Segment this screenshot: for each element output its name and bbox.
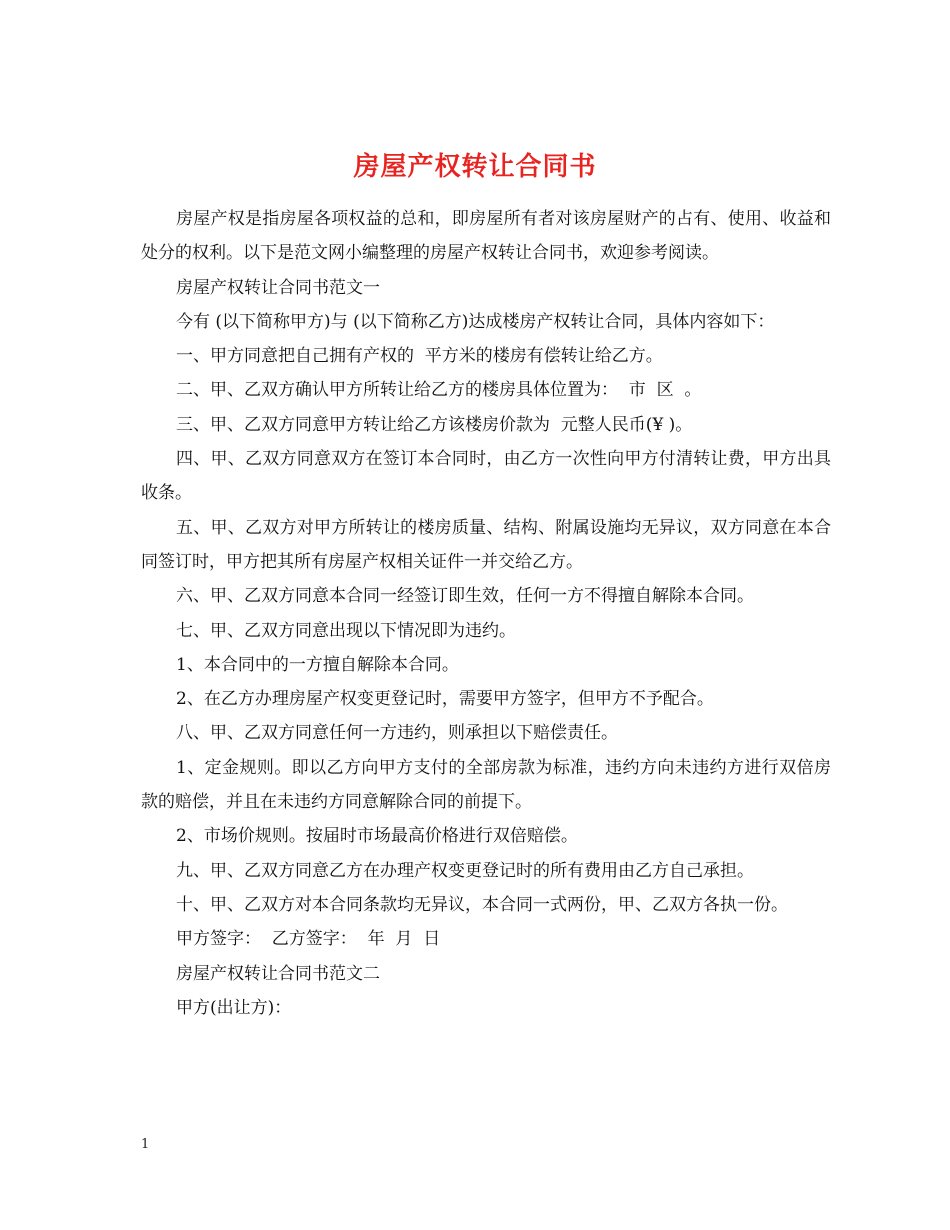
clause-10: 十、甲、乙双方对本合同条款均无异议，本合同一式两份，甲、乙双方各执一份。 xyxy=(176,894,788,915)
document-body xyxy=(141,202,831,1025)
paragraph-intro: 房屋产权是指房屋各项权益的总和，即房屋所有者对该房屋财产的占有、使用、收益和处分的权利。以下是范文网小编整理的房屋产权转让合同书，欢迎参考阅读。 xyxy=(141,209,831,264)
paragraph-sample-one-heading: 房屋产权转让合同书范文一 xyxy=(176,277,380,298)
signature-line: 甲方签字： 乙方签字： 年 月 日 xyxy=(176,929,441,950)
clause-8-item-1: 1、定金规则。即以乙方向甲方支付的全部房款为标准，违约方向未违约方进行双倍房款的赔偿，并且在未违约方同意解除合同的前提下。 xyxy=(141,757,831,813)
clause-6: 六、甲、乙双方同意本合同一经签订即生效，任何一方不得擅自解除本合同。 xyxy=(176,586,754,607)
clause-7-item-1: 1、本合同中的一方擅自解除本合同。 xyxy=(176,654,459,675)
paragraph-parties: 今有 (以下简称甲方)与 (以下简称乙方)达成楼房产权转让合同，具体内容如下： xyxy=(176,311,775,332)
clause-9: 九、甲、乙双方同意乙方在办理产权变更登记时的所有费用由乙方自己承担。 xyxy=(176,860,754,881)
clause-5: 五、甲、乙双方对甲方所转让的楼房质量、结构、附属设施均无异议，双方同意在本合同签订时，甲方把其所有房屋产权相关证件一并交给乙方。 xyxy=(141,517,831,572)
clause-7-item-2: 2、在乙方办理房屋产权变更登记时，需要甲方签字，但甲方不予配合。 xyxy=(176,689,714,710)
clause-4: 四、甲、乙双方同意双方在签订本合同时，由乙方一次性向甲方付清转让费，甲方出具收条。 xyxy=(141,449,831,504)
page-number: 1 xyxy=(141,1137,150,1152)
clause-8: 八、甲、乙双方同意任何一方违约，则承担以下赔偿责任。 xyxy=(176,723,618,744)
clause-7: 七、甲、乙双方同意出现以下情况即为违约。 xyxy=(176,620,516,641)
document-title: 房屋产权转让合同书 xyxy=(353,152,597,183)
clause-2: 二、甲、乙双方确认甲方所转让给乙方的楼房具体位置为： 市 区 。 xyxy=(176,380,702,401)
clause-8-item-2: 2、市场价规则。按届时市场最高价格进行双倍赔偿。 xyxy=(176,826,578,847)
clause-3: 三、甲、乙双方同意甲方转让给乙方该楼房价款为 元整人民币(¥ )。 xyxy=(176,414,693,435)
clause-1: 一、甲方同意把自己拥有产权的 平方米的楼房有偿转让给乙方。 xyxy=(176,346,663,367)
paragraph-sample-two-heading: 房屋产权转让合同书范文二 xyxy=(176,963,380,984)
paragraph-party-a: 甲方(出让方)： xyxy=(176,997,292,1018)
